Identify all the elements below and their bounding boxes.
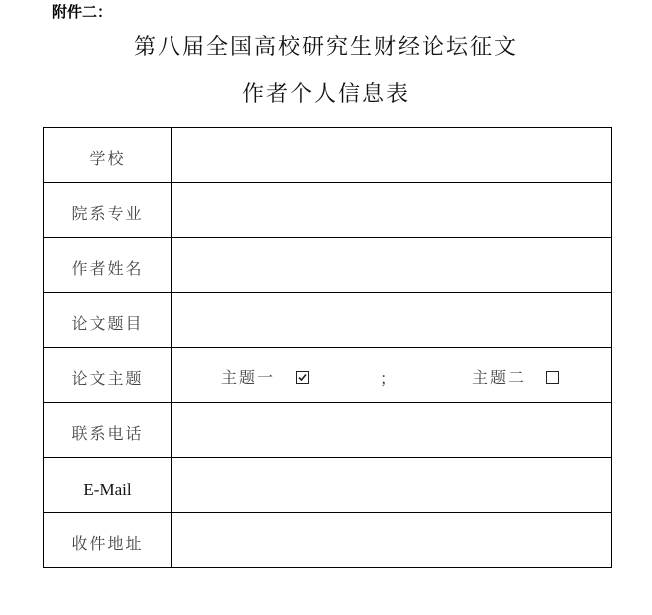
address-value-cell[interactable]	[172, 513, 612, 568]
author-info-table	[43, 127, 612, 568]
author-name-value-cell[interactable]	[172, 238, 612, 293]
checked-box-icon[interactable]	[296, 371, 309, 384]
table-row-paper-topic	[44, 348, 612, 403]
attachment-label: 附件二：	[52, 3, 113, 21]
department-label: 院系专业	[44, 183, 172, 238]
table-row-email	[44, 458, 612, 513]
department-value-cell[interactable]	[172, 183, 612, 238]
author-name-label: 作者姓名	[44, 238, 172, 293]
phone-label: 联系电话	[44, 403, 172, 458]
email-label: E-Mail	[44, 458, 172, 513]
topic-two-label: 主题二	[472, 368, 527, 387]
table-row-department	[44, 183, 612, 238]
document-title: 第八届全国高校研究生财经论坛征文	[133, 35, 518, 60]
document-subtitle: 作者个人信息表	[241, 82, 410, 107]
paper-topic-label: 论文主题	[44, 348, 172, 403]
paper-title-label: 论文题目	[44, 293, 172, 348]
table-row-author-name	[44, 238, 612, 293]
email-value-cell[interactable]	[172, 458, 612, 513]
table-row-paper-title	[44, 293, 612, 348]
table-row-address	[44, 513, 612, 568]
topic-one-label: 主题一	[221, 368, 276, 387]
phone-value-cell[interactable]	[172, 403, 612, 458]
paper-title-value-cell[interactable]	[172, 293, 612, 348]
check-mark-icon	[297, 372, 308, 383]
school-value-cell[interactable]	[172, 128, 612, 183]
paper-topic-value-cell	[172, 348, 612, 403]
school-label: 学校	[44, 128, 172, 183]
table-row-phone	[44, 403, 612, 458]
topic-separator: ；	[380, 369, 397, 388]
empty-box-icon[interactable]	[546, 371, 559, 384]
table-row-school	[44, 128, 612, 183]
address-label: 收件地址	[44, 513, 172, 568]
